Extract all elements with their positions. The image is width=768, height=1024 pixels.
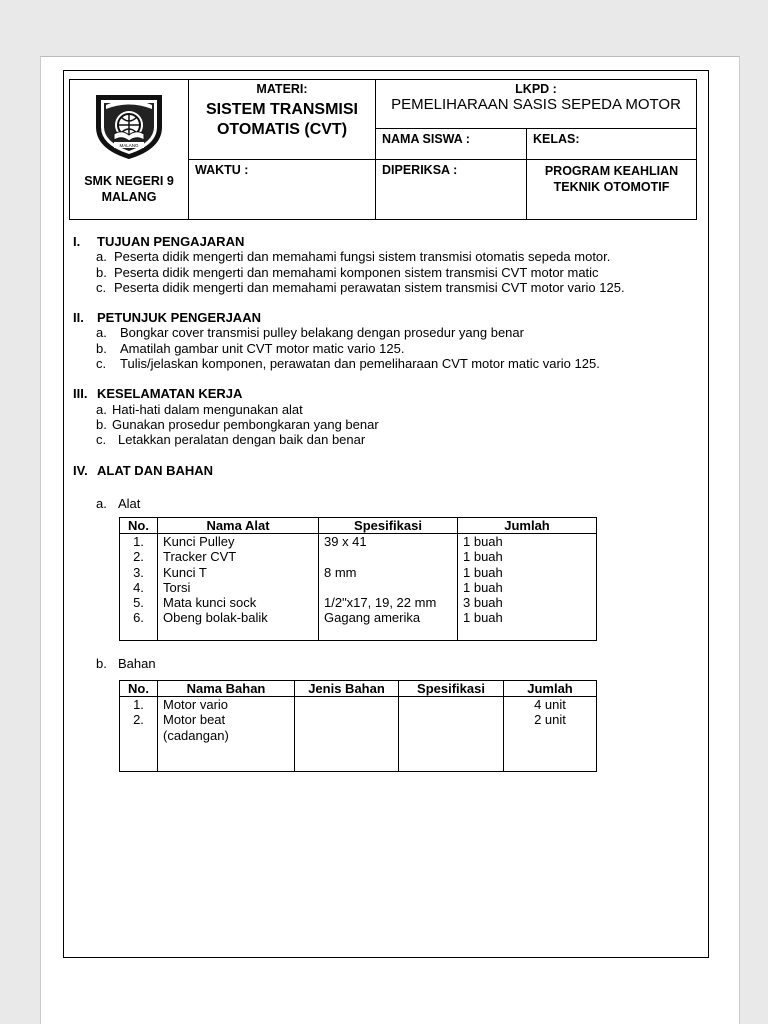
header-table: [69, 79, 697, 220]
waktu-field: WAKTU :: [189, 160, 376, 220]
materi-label: MATERI:: [256, 82, 308, 96]
list-item: c. Tulis/jelaskan komponen, perawatan dan pemeliharaan CVT motor matic vario 125.: [96, 356, 600, 372]
section-keselamatan: [73, 386, 693, 447]
section-title: KESELAMATAN KERJA: [97, 386, 243, 402]
alat-table: [119, 517, 597, 641]
table-header-row: No. Nama Bahan Jenis Bahan Spesifikasi Jumlah: [120, 681, 597, 697]
list-item: c. Letakkan peralatan dengan baik dan benar: [96, 432, 366, 448]
materi-title: SISTEM TRANSMISI OTOMATIS (CVT): [205, 101, 358, 138]
table-row: 6. Obeng bolak-balik Gagang amerika 1 buah: [120, 610, 597, 625]
section-number: I.: [73, 234, 81, 249]
section-number: III.: [73, 386, 88, 402]
section-number: IV.: [73, 462, 88, 478]
worksheet-content: [73, 234, 693, 493]
section-petunjuk: [73, 310, 693, 371]
table-row: 1. Kunci Pulley 39 x 41 1 buah: [120, 534, 597, 550]
table-row-empty: [120, 743, 597, 772]
table-row: 3. Kunci T 8 mm 1 buah: [120, 565, 597, 580]
program-keahlian: PROGRAM KEAHLIAN TEKNIK OTOMOTIF: [527, 160, 697, 220]
table-row: 5. Mata kunci sock 1/2"x17, 19, 22 mm 3 buah: [120, 595, 597, 610]
school-name: SMK NEGERI 9 MALANG: [84, 174, 174, 204]
lkpd-label: LKPD :: [515, 82, 557, 96]
lkpd-title: PEMELIHARAAN SASIS SEPEDA MOTOR: [391, 96, 681, 113]
list-item: b. Amatilah gambar unit CVT motor matic vario 125.: [96, 340, 405, 356]
section-title: TUJUAN PENGAJARAN: [97, 234, 245, 249]
kelas-field: KELAS:: [527, 129, 697, 160]
list-item: a. Bongkar cover transmisi pulley belakang dengan prosedur yang benar: [96, 325, 524, 341]
table-row: (cadangan): [120, 728, 597, 743]
lkpd-cell: [376, 80, 697, 129]
school-logo: [92, 87, 166, 161]
list-item: b. Peserta didik mengerti dan memahami komponen sistem transmisi CVT motor matic: [96, 264, 599, 280]
nama-siswa-field: NAMA SISWA :: [376, 129, 527, 160]
section-alat-bahan: [73, 463, 693, 478]
school-cell: [70, 80, 189, 220]
list-item: c. Peserta didik mengerti dan memahami perawatan sistem transmisi CVT motor vario 125.: [96, 279, 625, 295]
section-title: ALAT DAN BAHAN: [97, 462, 214, 478]
table-row: 1. Motor vario 4 unit: [120, 697, 597, 713]
list-item: a. Peserta didik mengerti dan memahami fungsi sistem transmisi otomatis sepeda motor.: [96, 249, 611, 265]
materi-cell: [189, 80, 376, 160]
section-title: PETUNJUK PENGERJAAN: [97, 310, 261, 326]
logo-text: MALANG: [119, 143, 139, 148]
table-row: 2. Motor beat 2 unit: [120, 712, 597, 727]
table-row: 4. Torsi 1 buah: [120, 580, 597, 595]
bahan-table: [119, 680, 597, 772]
section-number: II.: [73, 310, 84, 326]
list-item: b. Gunakan prosedur pembongkaran yang benar: [96, 416, 379, 432]
table-header-row: No. Nama Alat Spesifikasi Jumlah: [120, 518, 597, 534]
list-item: a. Hati-hati dalam mengunakan alat: [96, 401, 303, 417]
table-row: 2. Tracker CVT 1 buah: [120, 549, 597, 564]
table-row-empty: [120, 626, 597, 641]
section-tujuan: [73, 234, 693, 295]
alat-label: a. Alat: [96, 496, 141, 511]
diperiksa-field: DIPERIKSA :: [376, 160, 527, 220]
bahan-label: b. Bahan: [96, 656, 156, 671]
